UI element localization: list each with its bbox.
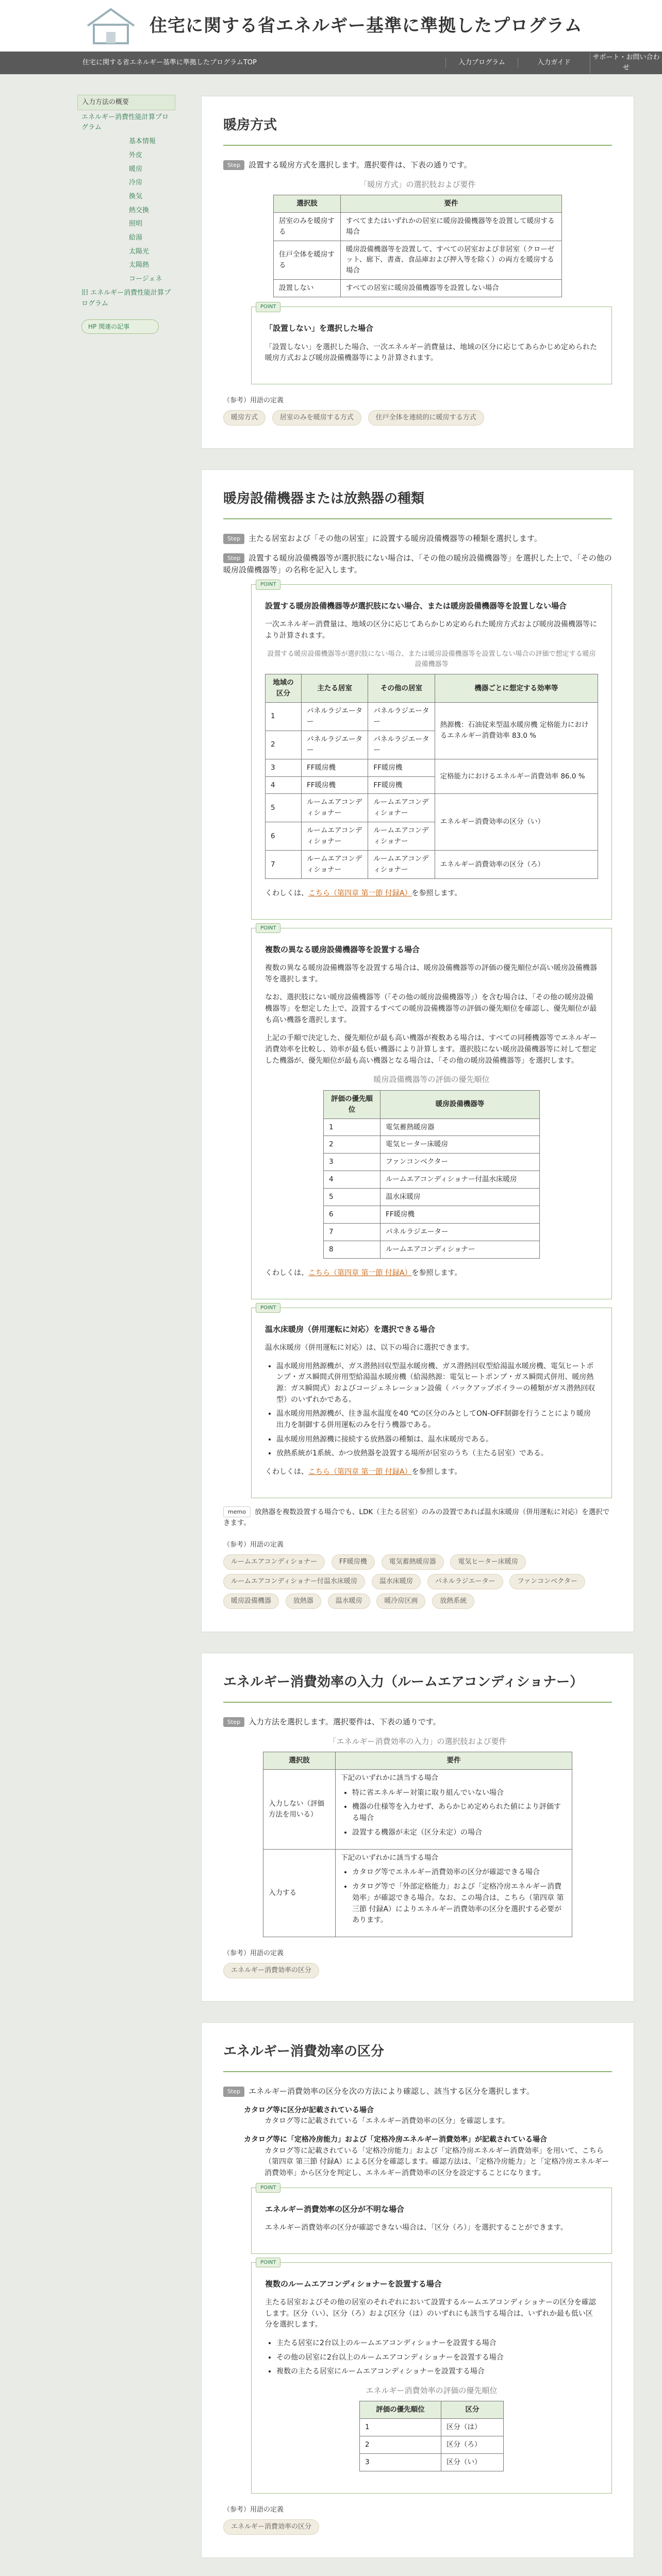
table-row: 入力しない（評価方法を用いる） 下記のいずれかに該当する場合 • 特に省エネルギー対策に取り組んでいない場合 • 機器の仕様等を入力せず、あらかじめ定められた値により評価する場合 • 設置する機器が未定（区分未定）の場合 [263, 1769, 572, 1849]
point-text: 「設置しない」を選択した場合、一次エネルギー消費量は、地域の区分に応じてあらかじめ定められた暖房方式および暖房設備機器等により計算されます。 [265, 343, 597, 363]
site-title: 住宅に関する省エネルギー基準に準拠したプログラム [150, 15, 583, 36]
table-row: 2 区分（ろ） [360, 2436, 504, 2454]
sidebar-item-ventilation[interactable]: 換気 [129, 192, 143, 200]
glossary-pill[interactable]: 放熱器 [286, 1594, 321, 1609]
sidebar-link-old-program[interactable]: 旧 エネルギー消費性能計算プログラム [81, 289, 171, 308]
nav-item-support[interactable]: サポート・お問い合わせ [590, 53, 662, 73]
table-row: 1 パネルラジエーター パネルラジエーター 熱源機：石油従来型温水暖房機 定格能力におけるエネルギー消費効率 83.0 % [266, 702, 598, 731]
glossary-pill[interactable]: 暖冷房区画 [376, 1594, 425, 1609]
list-item: • 温水暖房用熱源機が、ガス潜熱回収型温水暖房機、ガス潜熱回収型給湯温水暖房機、電気ヒートポンプ・ガス瞬間式併用型給湯温水暖房機（給湯熱源：電気ヒートポンプ・ガス瞬間式併用、暖房熱源：ガス瞬間式）およびコージェネレーション設備（ バックアップボイラーの種類がガス潜熱回収型）のいずれかである。 [276, 1361, 598, 1406]
list-item: • 放熱系統が1系統、かつ放熱器を設置する場所が居室のうち（主たる居室）である。 [276, 1448, 598, 1460]
table-row: 8 ルームエアコンディショナー [324, 1241, 540, 1259]
section-heater-type: 暖房設備機器または放熱器の種類 Step 主たる居室および「その他の居室」に設置する暖房設備機器等の種類を選択します。 Step 設置する暖房設備機器等が選択肢にない場合は、「その他の暖房設備機器等」を選択した上で、「その他の暖房設備機器等」の名称を記入します。 POINT 設置する暖房設備機器等が選択肢にない場合、または暖房設備機器等を設置しない場合 一次エネルギー消費量は、地域の区分に応じてあらかじめ定められた暖房方式および暖房設備機器等により計算されます。 設置する暖房設備機器等が選択肢にない場合、または暖房設備機器等を設置しない場合の評価で想定する暖房設備機器等 地域の区分 主たる居室 その他の居室 機器ごとに想定する効率等 1 パネルラジエーター パネルラジエーター 熱源機：石油従来型温水暖房機 定格能力におけるエネルギー消費効率 83.0 % 2 パネルラジエーター パネルラジエーター 3 FF暖房機 FF暖房機 定格能力におけるエネルギー消費効率 86.0 % 4 FF暖房機 FF暖房機 5 ルームエアコンディショナー ルームエアコンディショナー エネルギー消費効率の区分（い） 6 ルームエアコンディショナー ルームエアコンディショナー 7 ルームエアコンディショナー ルームエアコンディショナー エネルギー消費効率の区分（ろ） くわしくは、こちら（第四章 第一節 付録A）を参照します。 POINT 複数の異なる暖房設備機器等を設置する場合 複数の異なる暖房設備機器等を設置する場合は、暖房設備機器等の評価の優先順位が高い暖房設備機器等を選択します。 なお、選択肢にない暖房設備機器等（「その他の暖房設備機器等」）を含む場合は、「その他の暖房設備機器等」を想定した上で、設置するすべての暖房設備機器等の評価の優先順位を確認し、優先順位が最も高い機器を選択します。 上記の手順で決定した、優先順位が最も高い機器が複数ある場合は、すべての同種機器等でエネルギー消費効率を比較し、効率が最も低い機器により計算します。選択肢にない暖房設備機器等に対して想定した機器が、優先順位が最も高い機器となる場合は、「その他の暖房設備機器等」を選択します。 暖房設備機器等の評価の優先順位 評価の優先順位 暖房設備機器等 1 電気蓄熱暖房器 2 電気ヒーター床暖房 3 ファンコンベクター 4 ルームエアコンディショナー付温水床暖房 5 温水床暖房 6 FF暖房機 7 パネルラジエーター 8 ルームエアコンディショナー くわしくは、こちら（第四章 第一節 付録A）を参照します。 POINT 温水床暖房（併用運転に対応）を選択できる場合 温水床暖房（併用運転に対応）は、以下の場合に選択できます。 • 温水暖房用熱源機が、ガス潜熱回収型温水暖房機、ガス潜熱回収型給湯温水暖房機、電気ヒートポンプ・ガス瞬間式併用型給湯温水暖房機（給湯熱源：電気ヒートポンプ・ガス瞬間式併用、暖房熱源：ガス瞬間式）およびコージェネレーション設備（ バックアップボイラーの種類がガス潜熱回収型）のいずれかである。 • 温水暖房用熱源機が、往き温水温度を40 ℃の区分のみとしてON-OFF制御を行うことにより暖房出力を制御する併用運転のみを行う機器である。 • 温水暖房用熱源機に接続する放熱器の種類は、温水床暖房である。 • 放熱系統が1系統、かつ放熱器を設置する場所が居室のうち（主たる居室）である。 くわしくは、こちら（第四章 第一節 付録A）を参照します。 memo 放熱器を複数設置する場合でも、LDK（主たる居室）のみの設置であれば温水床暖房（併用運転に対応）を選択できます。 （参考）用語の定義 ルームエアコンディショナー FF暖房機 電気蓄熱暖房器 電気ヒーター床暖房 ルームエアコンディショナー付温水床暖房 温水床暖房 パネルラジエーター ファンコンベクター 暖房設備機器 放熱器 温水暖房 暖冷房区画 放熱系統 [201, 469, 634, 1632]
site-header [0, 0, 662, 52]
table-row: 1 電気蓄熱暖房器 [324, 1118, 540, 1136]
section-title: 暖房設備機器または放熱器の種類 [223, 488, 612, 519]
sidebar-sub-list [77, 135, 175, 286]
intro: Step 設置する暖房方式を選択します。選択要件は、下表の通りです。 [223, 159, 612, 171]
chapter-link[interactable]: こちら（第四章 第一節 付録A） [308, 1468, 412, 1477]
table-row: 6 ルームエアコンディショナー ルームエアコンディショナー [266, 822, 598, 851]
sidebar-item-heating[interactable]: 暖房 [129, 165, 143, 173]
list-item: • その他の居室に2台以上のルームエアコンディショナーを設置する場合 [276, 2352, 598, 2364]
sidebar-related-button[interactable]: HP 関連の記事 [81, 319, 159, 334]
sidebar-item-cooling[interactable]: 冷房 [129, 179, 143, 187]
section-heating-method [201, 96, 634, 449]
glossary-pill[interactable]: ルームエアコンディショナー付温水床暖房 [223, 1574, 365, 1589]
point-box-unknown: POINT エネルギー消費効率の区分が不明な場合 エネルギー消費効率の区分が確認できない場合は、「区分（ろ）」を選択することができます。 [251, 2188, 612, 2254]
chapter-link[interactable]: こちら（第四章 第一節 付録A） [308, 1268, 412, 1277]
table-row: 7 パネルラジエーター [324, 1224, 540, 1241]
glossary-pills [223, 410, 612, 430]
table-row: 3 FF暖房機 FF暖房機 定格能力におけるエネルギー消費効率 86.0 % [266, 759, 598, 776]
sidebar-link-program[interactable]: エネルギー消費性能計算プログラム [81, 113, 169, 132]
glossary-pill[interactable]: パネルラジエーター [427, 1574, 503, 1589]
sidebar-head[interactable]: 入力方法の概要 [77, 95, 175, 110]
point-box-multiple-ac: POINT 複数のルームエアコンディショナーを設置する場合 主たる居室およびその他の居室のそれぞれにおいて設置するルームエアコンディショナーの区分を確認します。区分（い）、区分（ろ）および区分（は）のいずれにも該当する場合は、いずれか最も低い区分を選択します。 • 主たる居室に2台以上のルームエアコンディショナーを設置する場合 • その他の居室に2台以上のルームエアコンディショナーを設置する場合 • 複数の主たる居室にルームエアコンディショナーを設置する場合 エネルギー消費効率の評価の優先順位 評価の優先順位 区分 1 区分（は） 2 区分（ろ） 3 区分（い） [251, 2262, 612, 2494]
glossary-pills [223, 1554, 612, 1613]
more-link-line: くわしくは、こちら（第四章 第一節 付録A）を参照します。 [265, 889, 462, 898]
glossary-pill[interactable]: FF暖房機 [332, 1554, 375, 1570]
memo: memo 放熱器を複数設置する場合でも、LDK（主たる居室）のみの設置であれば温水床暖房（併用運転に対応）を選択できます。 [223, 1506, 612, 1529]
table-row: 7 ルームエアコンディショナー ルームエアコンディショナー エネルギー消費効率の区分（ろ） [266, 851, 598, 879]
table-row: 2 パネルラジエーター パネルラジエーター [266, 731, 598, 759]
glossary-label: （参考）用語の定義 [223, 396, 284, 404]
section-title: 暖房方式 [223, 115, 612, 146]
sidebar [77, 74, 175, 2576]
sidebar-item-solar-heat[interactable]: 太陽熱 [129, 261, 150, 269]
point-tag: POINT [256, 302, 280, 312]
section-efficiency-class: エネルギー消費効率の区分 Step エネルギー消費効率の区分を次の方法により確認し、該当する区分を選択します。 カタログ等に区分が記載されている場合 カタログ等に記載されている「エネルギー消費効率の区分」を確認します。 カタログ等に「定格冷房能力」および「定格冷房エネルギー消費効率」が記載されている場合 カタログ等に記載されている「定格冷房能力」および「定格冷房エネルギー消費効率」を用いて、こちら（第四章 第三節 付録A）による区分を確認します。確認方法は、「定格冷房能力」と「定格冷房エネルギー消費効率」から区分を判定し、エネルギー消費効率の区分を設定することになります。 POINT エネルギー消費効率の区分が不明な場合 エネルギー消費効率の区分が確認できない場合は、「区分（ろ）」を選択することができます。 POINT 複数のルームエアコンディショナーを設置する場合 主たる居室およびその他の居室のそれぞれにおいて設置するルームエアコンディショナーの区分を確認します。区分（い）、区分（ろ）および区分（は）のいずれにも該当する場合は、いずれか最も低い区分を選択します。 • 主たる居室に2台以上のルームエアコンディショナーを設置する場合 • その他の居室に2台以上のルームエアコンディショナーを設置する場合 • 複数の主たる居室にルームエアコンディショナーを設置する場合 エネルギー消費効率の評価の優先順位 評価の優先順位 区分 1 区分（は） 2 区分（ろ） 3 区分（い） （参考）用語の定義 エネルギー消費効率の区分 [201, 2022, 634, 2558]
glossary-pill[interactable]: 居室のみを暖房する方式 [272, 410, 361, 426]
point-box-floor-heating: POINT 温水床暖房（併用運転に対応）を選択できる場合 温水床暖房（併用運転に対応）は、以下の場合に選択できます。 • 温水暖房用熱源機が、ガス潜熱回収型温水暖房機、ガス潜熱回収型給湯温水暖房機、電気ヒートポンプ・ガス瞬間式併用型給湯温水暖房機（給湯熱源：電気ヒートポンプ・ガス瞬間式併用、暖房熱源：ガス瞬間式）およびコージェネレーション設備（ バックアップボイラーの種類がガス潜熱回収型）のいずれかである。 • 温水暖房用熱源機が、往き温水温度を40 ℃の区分のみとしてON-OFF制御を行うことにより暖房出力を制御する併用運転のみを行う機器である。 • 温水暖房用熱源機に接続する放熱器の種類は、温水床暖房である。 • 放熱系統が1系統、かつ放熱器を設置する場所が居室のうち（主たる居室）である。 くわしくは、こちら（第四章 第一節 付録A）を参照します。 [251, 1308, 612, 1498]
glossary-pill[interactable]: 温水床暖房 [372, 1574, 421, 1589]
list-item: • 温水暖房用熱源機に接続する放熱器の種類は、温水床暖房である。 [276, 1434, 598, 1446]
choice-table: 選択肢 要件 入力しない（評価方法を用いる） 下記のいずれかに該当する場合 • 特に省エネルギー対策に取り組んでいない場合 • 機器の仕様等を入力せず、あらかじめ定められた値により評価する場合 • 設置する機器が未定（区分未定）の場合 入力する 下記のいずれかに該当する場合 • カタログ等でエネルギー消費効率の区分が確認できる場合 • カタログ等で「外部定格能力」および「定格冷房エネルギー消費効率」が確認できる場合。なお、この場合は、こちら（第四章 第三節 付録A）によりエネルギー消費効率の区分を選択する必要があります。 [263, 1752, 572, 1937]
main-content [201, 74, 634, 2576]
glossary-pill[interactable]: エネルギー消費効率の区分 [223, 2519, 319, 2535]
table-row: 4 ルームエアコンディショナー付温水床暖房 [324, 1171, 540, 1189]
glossary-pill[interactable]: ルームエアコンディショナー [223, 1554, 325, 1570]
glossary-pill[interactable]: 電気蓄熱暖房器 [382, 1554, 444, 1570]
table-row: 住戸全体を暖房する 暖房設備機器等を設置して、すべての居室および非居室（クローゼット、廊下、書斎、食品庫および押入等を除く）の両方を暖房する場合 [274, 241, 562, 280]
house-logo-icon[interactable] [82, 5, 139, 46]
intro: Step 主たる居室および「その他の居室」に設置する暖房設備機器等の種類を選択します。 [223, 533, 612, 545]
choice-table: 選択肢 要件 居室のみを暖房する すべてまたはいずれかの居室に暖房設備機器等を設置して暖房する場合 住戸全体を暖房する 暖房設備機器等を設置して、すべての居室および非居室（クローゼット、廊下、書斎、食品庫および押入等を除く）の両方を暖房する場合 設置しない すべての居室に暖房設備機器等を設置しない場合 [273, 195, 562, 297]
sidebar-item-cogeneration[interactable]: コージェネ [129, 275, 162, 283]
chapter-link[interactable]: こちら（第四章 第一節 付録A） [308, 889, 412, 898]
sidebar-item-envelope[interactable]: 外皮 [129, 151, 143, 160]
table-row: 4 FF暖房機 FF暖房機 [266, 776, 598, 794]
sidebar-item-lighting[interactable]: 照明 [129, 220, 143, 228]
table-row: 1 区分（は） [360, 2419, 504, 2436]
table-row: 6 FF暖房機 [324, 1206, 540, 1224]
glossary-pill[interactable]: 住戸全体を連続的に暖房する方式 [368, 410, 484, 426]
step-tag: Step [223, 160, 244, 170]
nav-item-program[interactable]: 入力プログラム [445, 58, 518, 68]
table-row: 設置しない すべての居室に暖房設備機器等を設置しない場合 [274, 280, 562, 297]
table-caption: 「暖房方式」の選択肢および要件 [359, 179, 476, 189]
breadcrumb[interactable]: 住宅に関する省エネルギー基準に準拠したプログラムTOP [82, 58, 257, 66]
section-title: エネルギー消費効率の入力（ルームエアコンディショナー） [223, 1672, 612, 1703]
glossary-pill[interactable]: 暖房設備機器 [223, 1594, 279, 1609]
table-row: 3 区分（い） [360, 2454, 504, 2471]
point-box [251, 304, 612, 384]
list-item: • 複数の主たる居室にルームエアコンディショナーを設置する場合 [276, 2366, 598, 2378]
sidebar-item-hot-water[interactable]: 給湯 [129, 233, 143, 242]
priority-table: 評価の優先順位 暖房設備機器等 1 電気蓄熱暖房器 2 電気ヒーター床暖房 3 ファンコンベクター 4 ルームエアコンディショナー付温水床暖房 5 温水床暖房 6 FF暖房機 7 パネルラジエーター 8 ルームエアコンディショナー [323, 1090, 540, 1259]
table-row: 3 ファンコンベクター [324, 1154, 540, 1171]
table-row: 5 ルームエアコンディショナー ルームエアコンディショナー エネルギー消費効率の区分（い） [266, 794, 598, 822]
table-row: 入力する 下記のいずれかに該当する場合 • カタログ等でエネルギー消費効率の区分が確認できる場合 • カタログ等で「外部定格能力」および「定格冷房エネルギー消費効率」が確認できる場合。なお、この場合は、こちら（第四章 第三節 付録A）によりエネルギー消費効率の区分を選択する必要があります。 [263, 1849, 572, 1937]
section-title: エネルギー消費効率の区分 [223, 2041, 612, 2072]
nav-item-guide[interactable]: 入力ガイド [518, 58, 590, 68]
assumed-equipment-table: 地域の区分 主たる居室 その他の居室 機器ごとに想定する効率等 1 パネルラジエーター パネルラジエーター 熱源機：石油従来型温水暖房機 定格能力におけるエネルギー消費効率 83.0 % 2 パネルラジエーター パネルラジエーター 3 FF暖房機 FF暖房機 定格能力におけるエネルギー消費効率 86.0 % 4 FF暖房機 FF暖房機 5 ルームエアコンディショナー ルームエアコンディショナー エネルギー消費効率の区分（い） 6 ルームエアコンディショナー ルームエアコンディショナー 7 ルームエアコンディショナー ルームエアコンディショナー エネルギー消費効率の区分（ろ） [265, 674, 598, 879]
global-nav [0, 52, 662, 74]
table-row: 2 電気ヒーター床暖房 [324, 1136, 540, 1154]
glossary-pill[interactable]: 電気ヒーター床暖房 [450, 1554, 525, 1570]
glossary-pill[interactable]: ファンコンベクター [509, 1574, 585, 1589]
sidebar-item-solar-pv[interactable]: 太陽光 [129, 247, 150, 256]
sidebar-item-heat-exchange[interactable]: 熱交換 [129, 206, 150, 214]
sidebar-item-basic[interactable]: 基本情報 [129, 138, 156, 146]
condition-list [265, 1361, 598, 1460]
glossary-pill[interactable]: 暖房方式 [223, 410, 266, 426]
table-row: 居室のみを暖房する すべてまたはいずれかの居室に暖房設備機器等を設置して暖房する場合 [274, 212, 562, 241]
glossary-pill[interactable]: エネルギー消費効率の区分 [223, 1963, 319, 1978]
list-item: • 温水暖房用熱源機が、往き温水温度を40 ℃の区分のみとしてON-OFF制御を行うことにより暖房出力を制御する併用運転のみを行う機器である。 [276, 1409, 598, 1431]
priority-table: 評価の優先順位 区分 1 区分（は） 2 区分（ろ） 3 区分（い） [359, 2401, 504, 2471]
point-box-multiple: POINT 複数の異なる暖房設備機器等を設置する場合 複数の異なる暖房設備機器等を設置する場合は、暖房設備機器等の評価の優先順位が高い暖房設備機器等を選択します。 なお、選択肢にない暖房設備機器等（「その他の暖房設備機器等」）を含む場合は、「その他の暖房設備機器等」を想定した上で、設置するすべての暖房設備機器等の評価の優先順位を確認し、優先順位が最も高い機器を選択します。 上記の手順で決定した、優先順位が最も高い機器が複数ある場合は、すべての同種機器等でエネルギー消費効率を比較し、効率が最も低い機器により計算します。選択肢にない暖房設備機器等に対して想定した機器が、優先順位が最も高い機器となる場合は、「その他の暖房設備機器等」を選択します。 暖房設備機器等の評価の優先順位 評価の優先順位 暖房設備機器等 1 電気蓄熱暖房器 2 電気ヒーター床暖房 3 ファンコンベクター 4 ルームエアコンディショナー付温水床暖房 5 温水床暖房 6 FF暖房機 7 パネルラジエーター 8 ルームエアコンディショナー くわしくは、こちら（第四章 第一節 付録A）を参照します。 [251, 928, 612, 1299]
intro-2: Step 設置する暖房設備機器等が選択肢にない場合は、「その他の暖房設備機器等」を選択した上で、「その他の暖房設備機器等」の名称を記入します。 [223, 553, 612, 574]
point-title: 「設置しない」を選択した場合 [265, 324, 374, 333]
table-row: 5 温水床暖房 [324, 1189, 540, 1206]
glossary-pill[interactable]: 放熱系統 [432, 1594, 474, 1609]
glossary-pill[interactable]: 温水暖房 [328, 1594, 370, 1609]
point-box-no-equipment: POINT 設置する暖房設備機器等が選択肢にない場合、または暖房設備機器等を設置しない場合 一次エネルギー消費量は、地域の区分に応じてあらかじめ定められた暖房方式および暖房設備機器等により計算されます。 設置する暖房設備機器等が選択肢にない場合、または暖房設備機器等を設置しない場合の評価で想定する暖房設備機器等 地域の区分 主たる居室 その他の居室 機器ごとに想定する効率等 1 パネルラジエーター パネルラジエーター 熱源機：石油従来型温水暖房機 定格能力におけるエネルギー消費効率 83.0 % 2 パネルラジエーター パネルラジエーター 3 FF暖房機 FF暖房機 定格能力におけるエネルギー消費効率 86.0 % 4 FF暖房機 FF暖房機 5 ルームエアコンディショナー ルームエアコンディショナー エネルギー消費効率の区分（い） 6 ルームエアコンディショナー ルームエアコンディショナー 7 ルームエアコンディショナー ルームエアコンディショナー エネルギー消費効率の区分（ろ） くわしくは、こちら（第四章 第一節 付録A）を参照します。 [251, 584, 612, 920]
section-efficiency-input: エネルギー消費効率の入力（ルームエアコンディショナー） Step 入力方法を選択します。選択要件は、下表の通りです。 「エネルギー消費効率の入力」の選択肢および要件 選択肢 要件 入力しない（評価方法を用いる） 下記のいずれかに該当する場合 • 特に省エネルギー対策に取り組んでいない場合 • 機器の仕様等を入力せず、あらかじめ定められた値により評価する場合 • 設置する機器が未定（区分未定）の場合 入力する 下記のいずれかに該当する場合 • カタログ等でエネルギー消費効率の区分が確認できる場合 • カタログ等で「外部定格能力」および「定格冷房エネルギー消費効率」が確認できる場合。なお、この場合は、こちら（第四章 第三節 付録A）によりエネルギー消費効率の区分を選択する必要があります。 （参考）用語の定義 エネルギー消費効率の区分 [201, 1653, 634, 2002]
list-item: • 主たる居室に2台以上のルームエアコンディショナーを設置する場合 [276, 2338, 598, 2349]
